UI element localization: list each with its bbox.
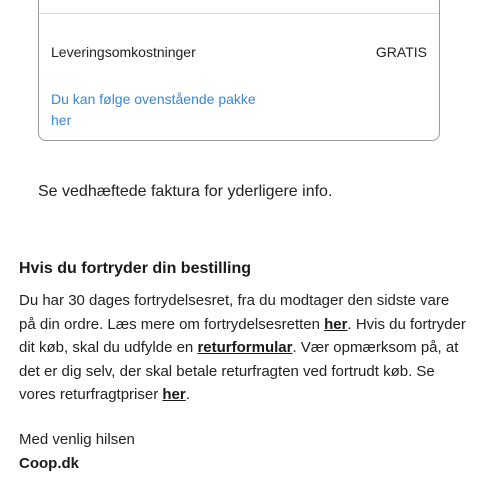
invoice-note: Se vedhæftede faktura for yderligere info.	[38, 183, 333, 200]
return-form-link[interactable]: returformular	[197, 339, 293, 357]
shipping-label: Leveringsomkostninger	[51, 44, 196, 60]
closing-greeting: Med venlig hilsen	[19, 431, 135, 448]
withdrawal-text-1: Du har 30 dages fortrydelsesret, fra du modtager den sidste vare på din ordre. Læs mere om fortrydelsesretten	[19, 292, 450, 333]
track-package-link[interactable]: Du kan følge ovenstående pakke her	[51, 91, 256, 128]
shipping-row	[51, 44, 427, 60]
return-shipping-prices-link[interactable]: her	[162, 386, 186, 404]
withdrawal-info-link[interactable]: her	[324, 315, 348, 333]
order-summary-card	[38, 0, 440, 141]
withdrawal-text-4: .	[185, 386, 190, 404]
shipping-value: GRATIS	[375, 44, 427, 60]
sender-signature: Coop.dk	[19, 455, 79, 472]
price-row	[39, 0, 439, 14]
withdrawal-text-2: . Hvis du fortryder dit køb, skal du udfylde en	[19, 315, 466, 357]
withdrawal-title: Hvis du fortryder din bestilling	[19, 260, 252, 277]
withdrawal-paragraph	[19, 289, 469, 407]
withdrawal-text-3: . Vær opmærksom på, at det er dig selv, der skal betale returfragten ved fortrudt køb. Se vores returfragtpriser	[19, 339, 459, 404]
